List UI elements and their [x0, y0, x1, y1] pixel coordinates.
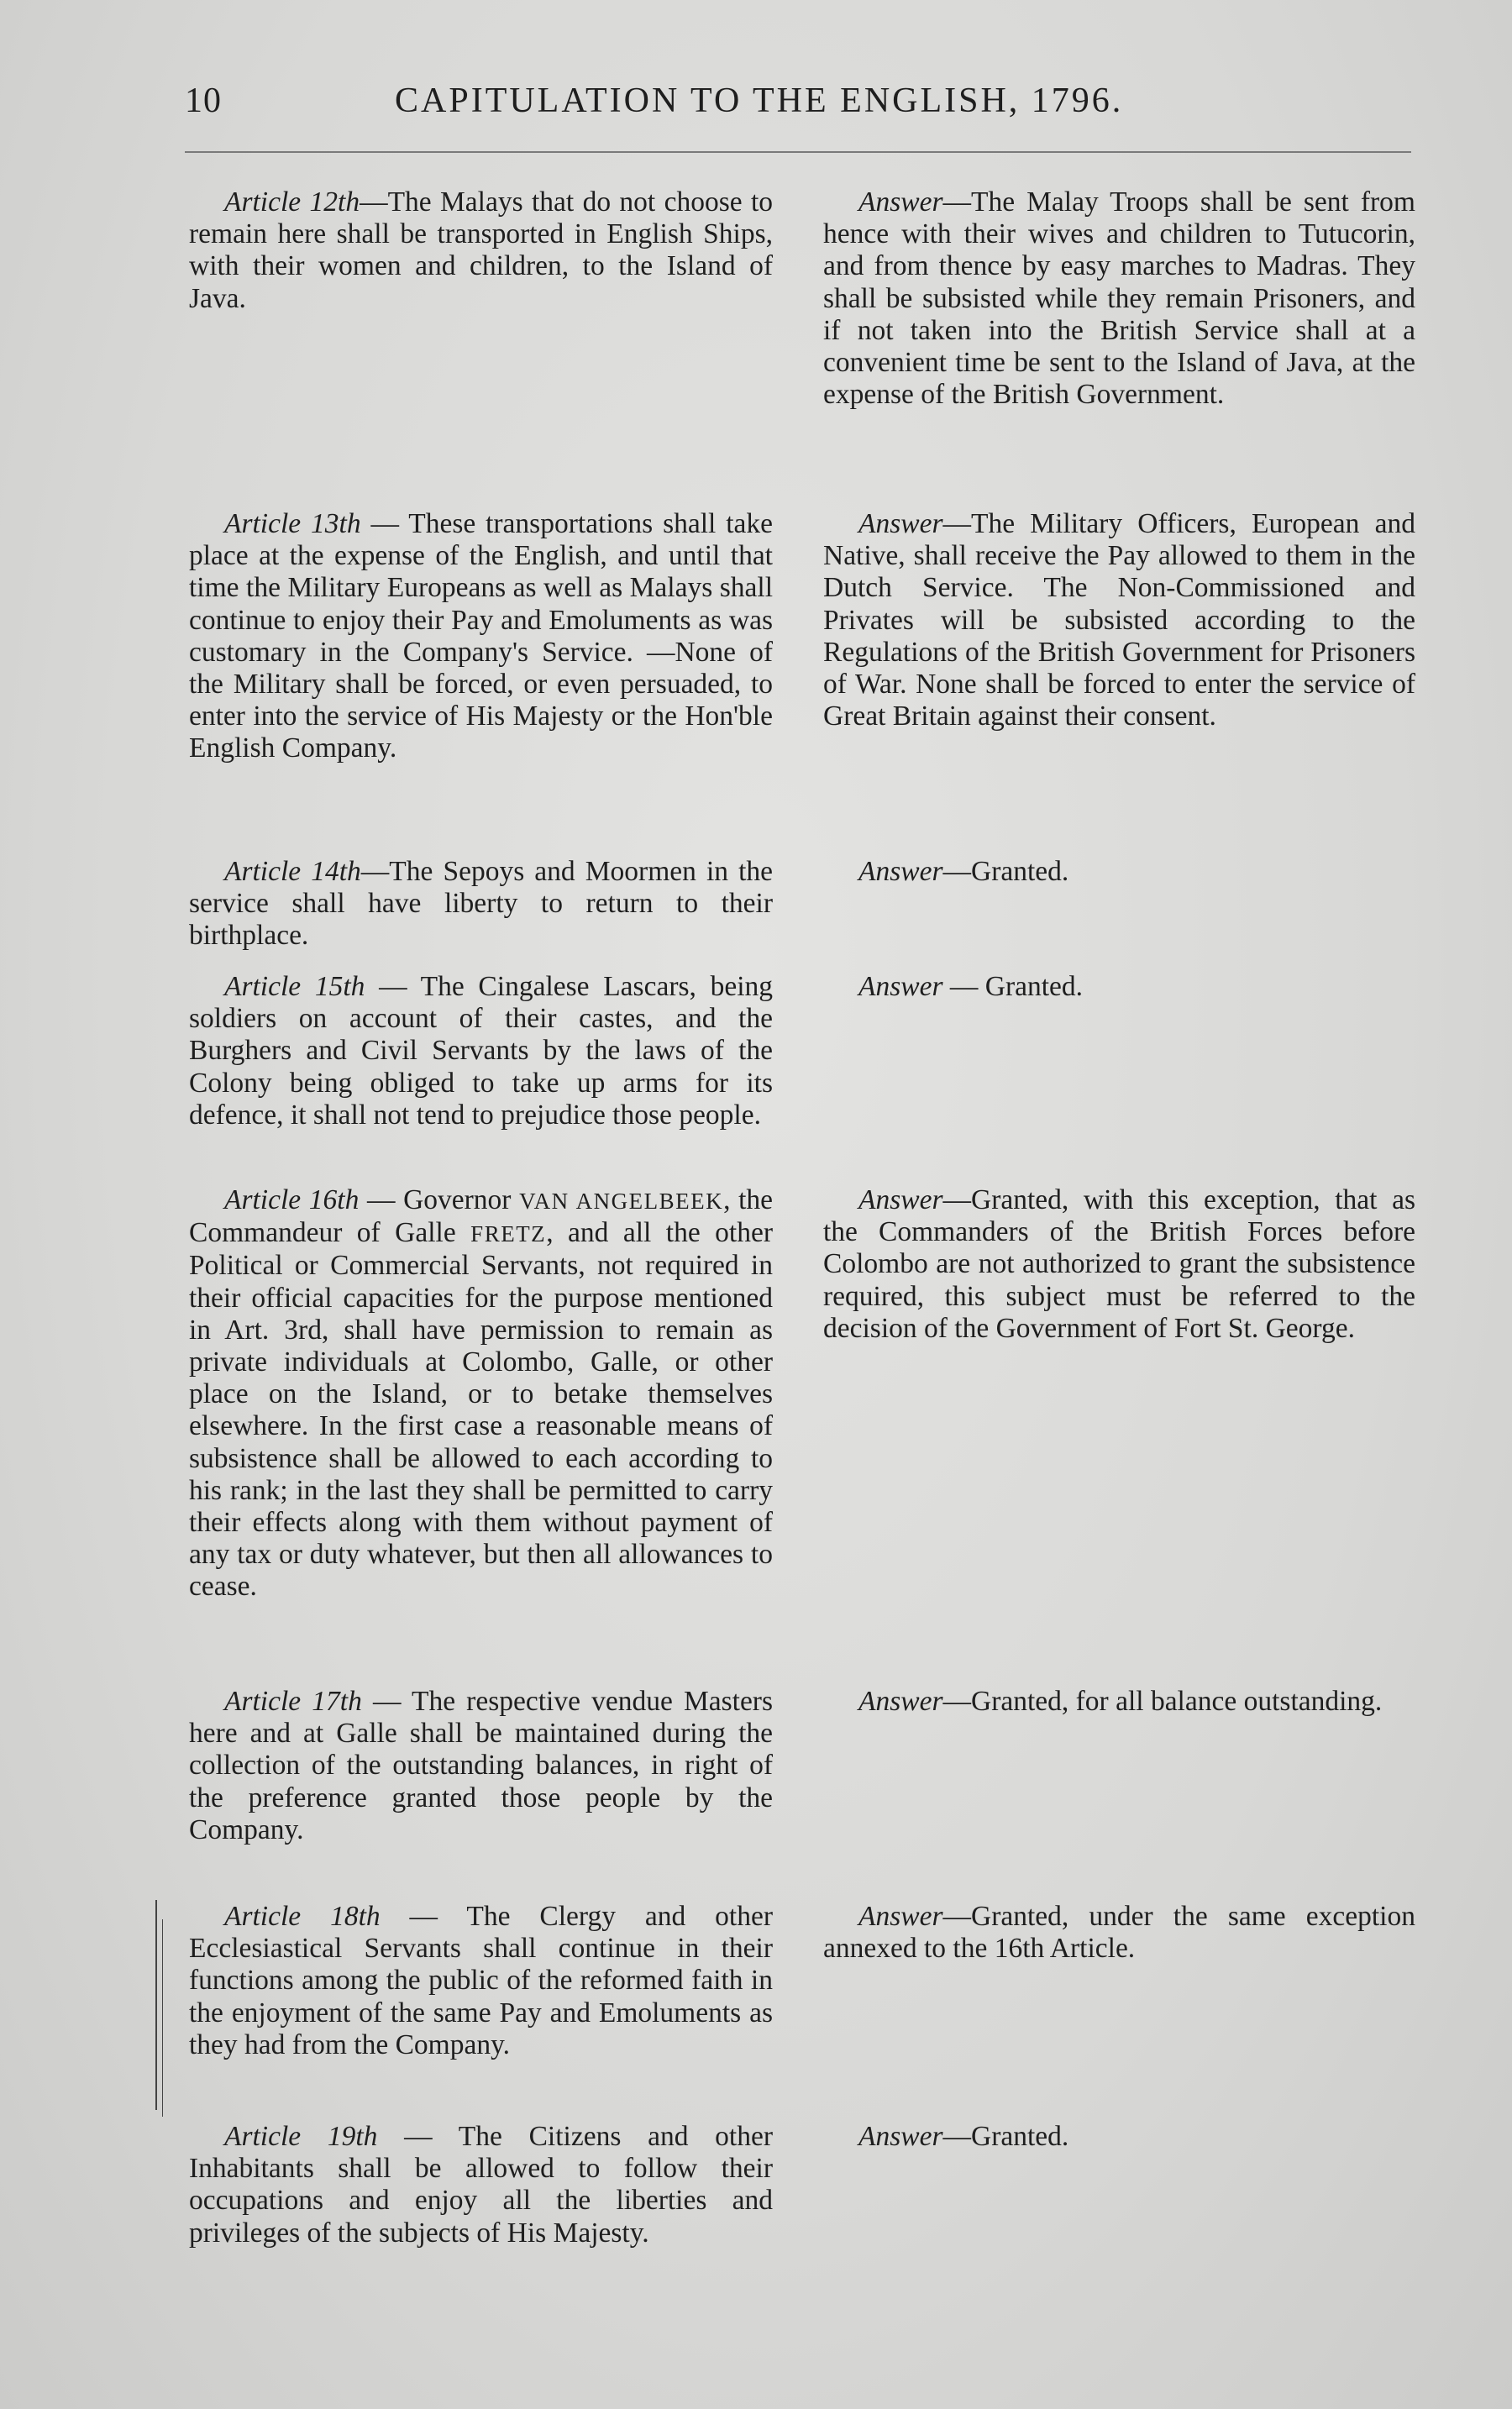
answer-text: Granted. [971, 856, 1069, 887]
article-18: Article 18th — The Clergy and other Ecclesiastical Servants shall continue in their functions among the public of the reformed faith in the enjoyment of the same Pay and Emoluments as they had from the Company. [189, 1901, 773, 2060]
article-label: Article 16th [224, 1184, 360, 1215]
answer-17: Answer—Granted, for all balance outstanding. [858, 1686, 1383, 1717]
answer-text: Granted. [971, 2121, 1069, 2152]
answer-12: Answer—The Malay Troops shall be sent from hence with their wives and children to Tutucorin, and from thence by easy marches to Madras. They shall be subsisted while they remain Prisoners, and if not taken into the British Service shall at a convenient time be sent to the Island of Java, at the expense of the British Government. [823, 186, 1415, 411]
answer-label: Answer [858, 1184, 943, 1215]
answer-text: Granted, with this exception, that as the Commanders of the British Forces before Colombo are not authorized to grant the subsistence required, this subject must be referred to the decision of the Government of Fort St. George. [823, 1184, 1415, 1344]
commandeur-name: FRETZ [470, 1221, 547, 1247]
answer-label: Answer [858, 2121, 943, 2152]
answer-14: Answer—Granted. [858, 856, 1069, 887]
article-12: Article 12th—The Malays that do not choose to remain here shall be transported in English Ships, with their women and children, to the Island of Java. [189, 186, 774, 314]
page-number: 10 [185, 81, 222, 120]
article-text: The Cingalese Lascars, being soldiers on account of their castes, and the Burghers and Civil Servants by the laws of the Colony being obliged to take up arms for its defence, it shall not tend to prejudice those people. [189, 971, 773, 1131]
article-text: The Malays that do not choose to remain here shall be transported in English Ships, with their women and children, to the Island of Java. [189, 186, 774, 314]
answer-label: Answer [858, 1686, 943, 1717]
article-label: Article 13th [224, 508, 361, 539]
page-header [185, 81, 1411, 131]
article-label: Article 19th [224, 2121, 378, 2152]
answer-label: Answer [858, 971, 943, 1002]
article-13: Article 13th — These transportations shall take place at the expense of the English, and until that time the Military Europeans as well as Malays shall continue to enjoy their Pay and Emoluments as was customary in the Company's Service. —None of the Military shall be forced, or even persuaded, to enter into the service of His Majesty or the Hon'ble English Company. [189, 508, 773, 764]
article-14: Article 14th—The Sepoys and Moormen in the service shall have liberty to return to their birthplace. [189, 856, 774, 952]
answer-16: Answer—Granted, with this exception, that as the Commanders of the British Forces before Colombo are not authorized to grant the subsistence required, this subject must be referred to the decision of the Government of Fort St. George. [823, 1184, 1415, 1344]
article-16: Article 16th — Governor VAN ANGELBEEK, the Commandeur of Galle FRETZ, and all the other Political or Commercial Servants, not required in their official capacities for the purpose mentioned in Art. 3rd, shall have permission to remain as private individuals at Colombo, Galle, or other place on the Island, or to betake themselves elsewhere. In the first case a reasonable means of subsistence shall be allowed to each according to his rank; in the last they shall be permitted to carry their effects along with them without payment of any tax or duty whatever, but then all allowances to cease. [189, 1184, 774, 1603]
article-19: Article 19th — The Citizens and other Inhabitants shall be allowed to follow their occupations and enjoy all the liberties and privileges of the subjects of His Majesty. [189, 2121, 773, 2249]
margin-mark-line [155, 1900, 157, 2110]
answer-13: Answer—The Military Officers, European and Native, shall receive the Pay allowed to them in the Dutch Service. The Non-Commissioned and Privates will be subsisted according to the Regulations of the British Government for Prisoners of War. None shall be forced to enter the service of Great Britain against their consent. [823, 508, 1415, 732]
article-17: Article 17th — The respective vendue Masters here and at Galle shall be maintained during the collection of the outstanding balances, in right of the preference granted those people by the Company. [189, 1686, 774, 1845]
margin-mark-line [162, 1919, 163, 2117]
article-label: Article 17th [224, 1686, 362, 1717]
header-rule [185, 151, 1411, 153]
article-text: The Clergy and other Ecclesiastical Servants shall continue in their functions among the public of the reformed faith in the enjoyment of the same Pay and Emoluments as they had from the Company. [189, 1901, 773, 2060]
article-text: , and all the other Political or Commercial Servants, not required in their official capacities for the purpose mentioned in Art. 3rd, shall have permission to remain as private individuals at Colombo, Galle, or other place on the Island, or to betake themselves elsewhere. In the first case a reasonable means of subsistence shall be allowed to each according to his rank; in the last they shall be permitted to carry their effects along with them without payment of any tax or duty whatever, but then all allowances to cease. [189, 1217, 773, 1603]
article-text: The respective vendue Masters here and at Galle shall be maintained during the collection of the outstanding balances, in right of the preference granted those people by the Company. [189, 1686, 774, 1845]
answer-label: Answer [858, 1901, 943, 1932]
answer-text: The Military Officers, European and Native, shall receive the Pay allowed to them in the Dutch Service. The Non-Commissioned and Privates will be subsisted according to the Regulations of the British Government for Prisoners of War. None shall be forced to enter the service of Great Britain against their consent. [823, 508, 1415, 732]
answer-15: Answer — Granted. [858, 971, 1084, 1002]
answer-label: Answer [858, 186, 943, 218]
answer-18: Answer—Granted, under the same exception annexed to the 16th Article. [823, 1901, 1415, 1965]
answer-text: Granted, under the same exception annexed to the 16th Article. [823, 1901, 1415, 1965]
answer-text: Granted, for all balance outstanding. [971, 1686, 1383, 1717]
answer-text: Granted. [984, 971, 1084, 1002]
article-text: The Sepoys and Moormen in the service shall have liberty to return to their birthplace. [189, 856, 774, 952]
article-15: Article 15th — The Cingalese Lascars, being soldiers on account of their castes, and the Burghers and Civil Servants by the laws of the Colony being obliged to take up arms for its defence, it shall not tend to prejudice those people. [189, 971, 773, 1131]
governor-name: VAN ANGELBEEK [519, 1189, 724, 1214]
article-label: Article 15th [224, 971, 365, 1002]
answer-label: Answer [858, 508, 943, 539]
answer-label: Answer [858, 856, 943, 887]
running-title: CAPITULATION TO THE ENGLISH, 1796. [395, 81, 1124, 120]
article-text: These transportations shall take place at the expense of the English, and until that time the Military Europeans as well as Malays shall continue to enjoy their Pay and Emoluments as was customary in the Company's Service. —None of the Military shall be forced, or even persuaded, to enter into the service of His Majesty or the Hon'ble English Company. [189, 508, 773, 764]
article-label: Article 18th [224, 1901, 381, 1932]
article-text: The Citizens and other Inhabitants shall be allowed to follow their occupations and enjoy all the liberties and privileges of the subjects of His Majesty. [189, 2121, 773, 2249]
article-label: Article 12th [224, 186, 360, 218]
answer-text: The Malay Troops shall be sent from hence with their wives and children to Tutucorin, and from thence by easy marches to Madras. They shall be subsisted while they remain Prisoners, and if not taken into the British Service shall at a convenient time be sent to the Island of Java, at the expense of the British Government. [823, 186, 1415, 411]
answer-19: Answer—Granted. [858, 2121, 1069, 2152]
article-label: Article 14th [224, 856, 361, 887]
